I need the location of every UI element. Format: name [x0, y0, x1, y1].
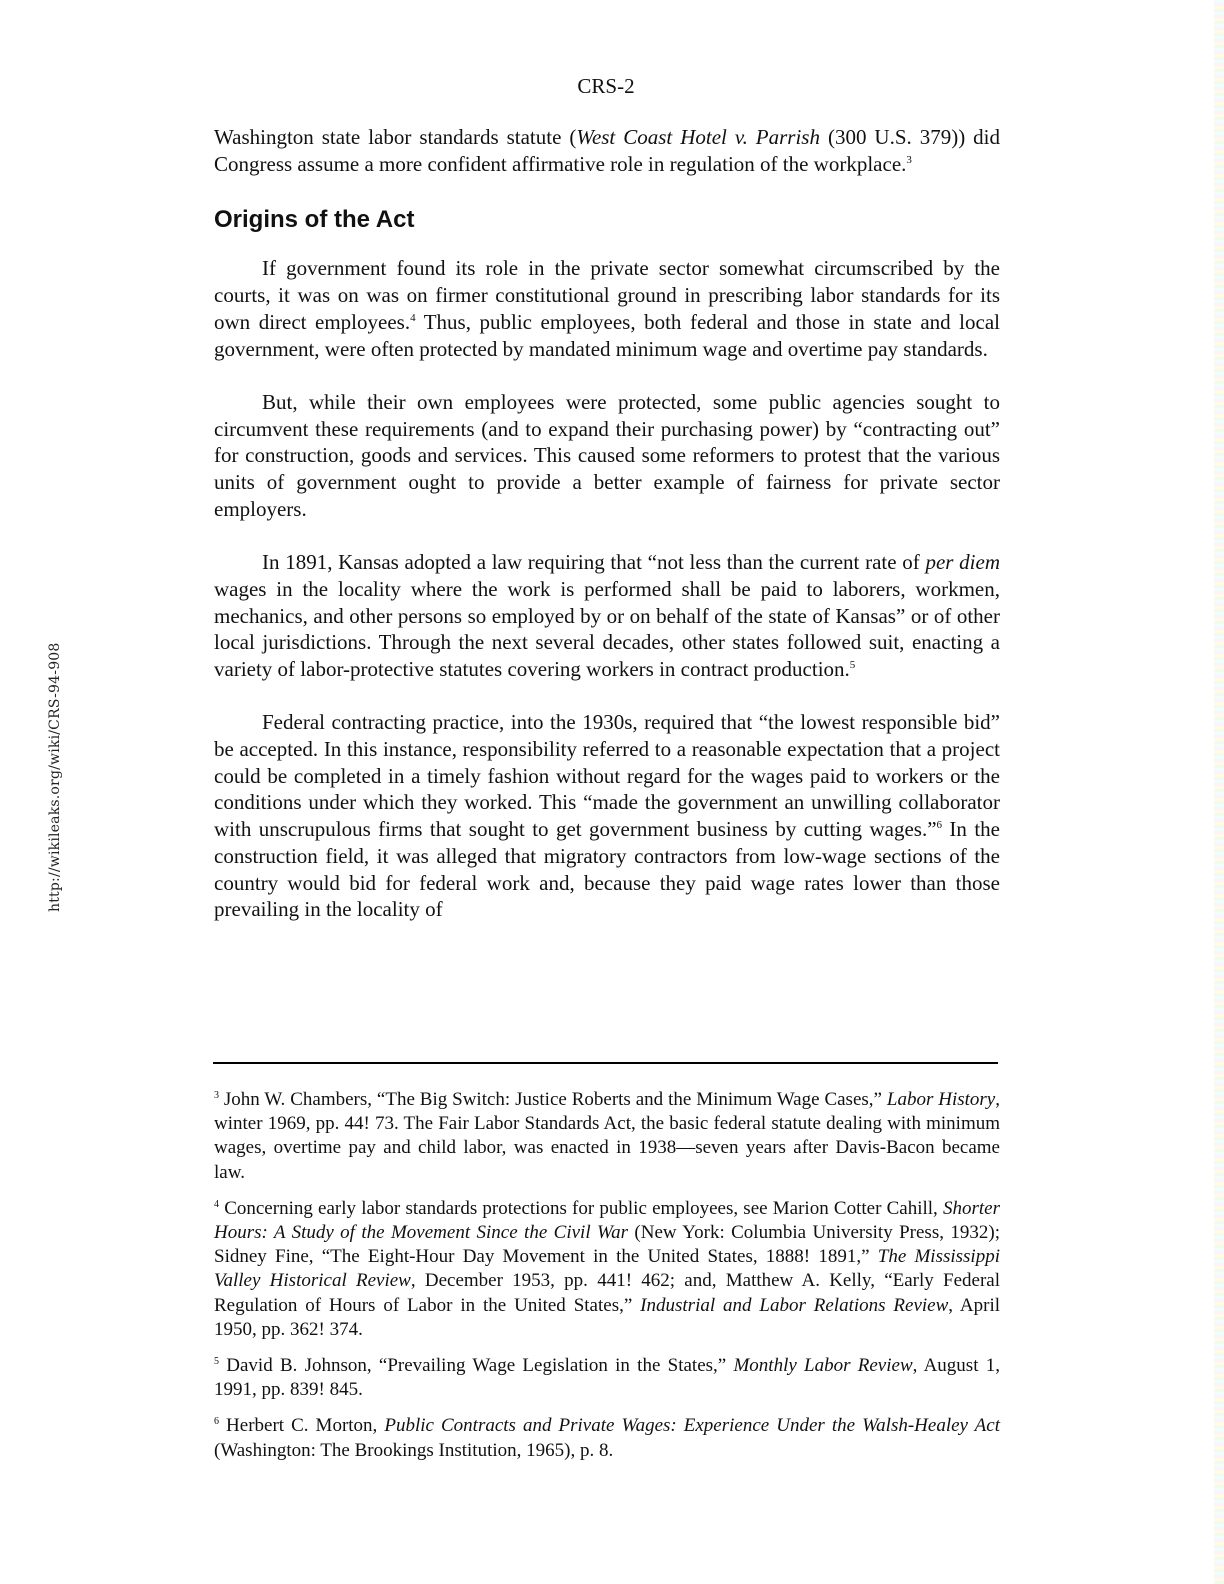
footnote-5	[214, 1354, 1000, 1402]
footnote-text: , December 1953, pp. 441! 462; and, Matthew A. Kelly, “Early Federal Regulation of Hours of Labor in the United States,”	[214, 1270, 1001, 1316]
intro-text: Washington state labor standards statute (	[214, 125, 577, 149]
p1-text-cont: Thus, public employees, both federal and those in state and local government, were often protected by mandated minimum wage and overtime pay standards.	[214, 309, 1000, 361]
p4-text-cont: In the construction field, it was alleged that migratory contractors from low-wage sections of the country would bid for federal work and, because they paid wage rates lower than those prevailing in the locality of	[214, 817, 1000, 922]
paragraph-4	[214, 709, 1000, 923]
footnote-number: 6	[214, 1416, 219, 1428]
footnote-4	[214, 1197, 1000, 1342]
footnote-title: Labor History	[886, 1089, 996, 1110]
footnote-text: (Washington: The Brookings Institution, 1965), p. 8.	[214, 1439, 614, 1461]
per-diem-term: per diem	[925, 550, 1000, 575]
footnote-number: 5	[214, 1356, 219, 1368]
footnote-title: The Mississippi Valley Historical Review	[214, 1246, 1000, 1292]
footnote-text: Herbert C. Morton,	[219, 1415, 385, 1437]
footnote-ref-5[interactable]: 5	[849, 658, 856, 671]
footnote-text: , winter 1969, pp. 44! 73. The Fair Labor Standards Act, the basic federal statute dealing with minimum wages, overtime pay and child labor, was enacted in 1938—seven years after Davis-Bacon became law.	[214, 1089, 1000, 1183]
footnote-title: Monthly Labor Review	[733, 1355, 913, 1377]
body-content	[214, 124, 1000, 923]
paragraph-2: But, while their own employees were protected, some public agencies sought to circumvent these requirements (and to expand their purchasing power) by “contracting out” for construction, goods and services. This caused some reformers to protest that the various units of government ought to provide a better example of fairness for private sector employers.	[214, 389, 1000, 521]
case-name: West Coast Hotel v. Parrish	[576, 125, 820, 149]
paragraph-1	[214, 255, 1000, 362]
footnote-text: David B. Johnson, “Prevailing Wage Legislation in the States,”	[219, 1355, 734, 1377]
footnote-text: , August 1, 1991, pp. 839! 845.	[214, 1355, 1000, 1401]
footnote-title: Shorter Hours: A Study of the Movement Since the Civil War	[214, 1197, 1000, 1244]
paragraph-3	[214, 549, 1000, 683]
footnote-text: , April 1950, pp. 362! 374.	[214, 1294, 1000, 1340]
footnote-title: Industrial and Labor Relations Review	[640, 1294, 949, 1316]
footnote-text: John W. Chambers, “The Big Switch: Justice Roberts and the Minimum Wage Cases,”	[219, 1089, 887, 1110]
footnote-6	[214, 1414, 1000, 1462]
footnote-ref-6[interactable]: 6	[936, 819, 943, 832]
p4-text: Federal contracting practice, into the 1930s, required that “the lowest responsible bid” be accepted. In this instance, responsibility referred to a reasonable expectation that a project could be completed in a timely fashion without regard for the wages paid to workers or the conditions under which they worked. This “made the government an unwilling collaborator with unscrupulous firms that sought to get government business by cutting wages.”	[214, 710, 1000, 842]
intro-paragraph	[214, 124, 1000, 177]
p3-text: In 1891, Kansas adopted a law requiring that “not less than the current rate of	[262, 550, 926, 575]
p3-text-cont: wages in the locality where the work is performed shall be paid to laborers, workmen, mechanics, and other persons so employed by or on behalf of the state of Kansas” or of other local jurisdictions. Through the next several decades, other states followed suit, enacting a variety of labor-protective statutes covering workers in contract production.	[214, 576, 1000, 681]
footnote-ref-3[interactable]: 3	[906, 153, 912, 166]
footnote-ref-4[interactable]: 4	[410, 311, 416, 324]
scan-edge-strip	[1214, 0, 1224, 1584]
footnote-text: Concerning early labor standards protections for public employees, see Marion Cotter Cahill,	[219, 1197, 943, 1219]
footnote-text: (New York: Columbia University Press, 1932); Sidney Fine, “The Eight-Hour Day Movement in the United States, 1888! 1891,”	[214, 1222, 1000, 1268]
page-number-header: CRS-2	[577, 74, 635, 98]
footnote-number: 4	[214, 1198, 219, 1210]
footnote-number: 3	[214, 1090, 219, 1101]
intro-text-cont: (300 U.S. 379)) did Congress assume a more confident affirmative role in regulation of the workplace.	[214, 125, 1000, 176]
section-heading: Origins of the Act	[214, 206, 415, 234]
footnote-divider	[213, 1062, 998, 1064]
footnote-3	[214, 1088, 1000, 1185]
footnote-title: Public Contracts and Private Wages: Experience Under the Walsh-Healey Act	[384, 1415, 1000, 1437]
footnotes-section	[214, 1088, 1000, 1475]
p1-text: If government found its role in the private sector somewhat circumscribed by the courts, it was on was on firmer constitutional ground in prescribing labor standards for its own direct employees.	[214, 256, 1000, 334]
side-source-url: http://wikileaks.org/wiki/CRS-94-908	[47, 642, 63, 912]
